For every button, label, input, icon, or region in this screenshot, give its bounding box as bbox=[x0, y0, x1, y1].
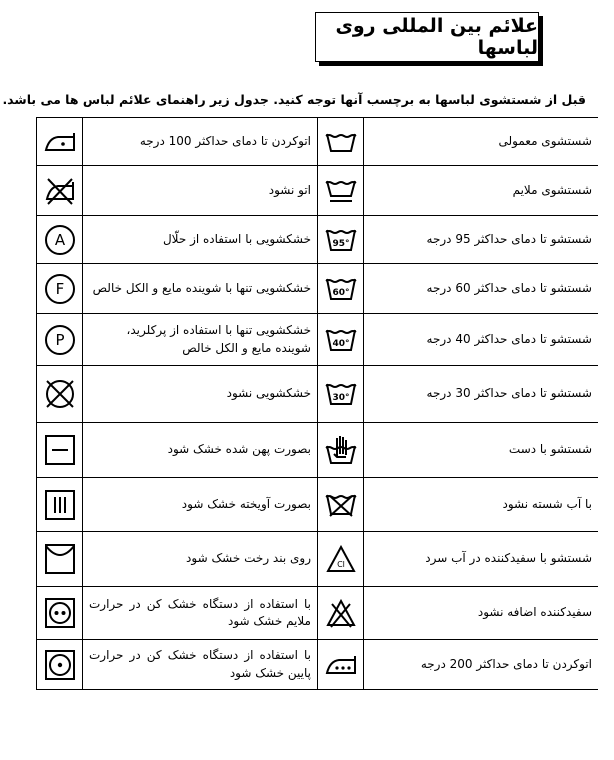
table-row bbox=[37, 314, 599, 366]
washtub-icon bbox=[318, 118, 364, 166]
table-cell: خشکشویی با استفاده از حلّال bbox=[83, 216, 318, 264]
drycleaning-a-icon bbox=[37, 216, 83, 264]
do-not-bleach-icon bbox=[318, 587, 364, 640]
hand-wash-icon bbox=[318, 423, 364, 478]
table-cell: اتوکردن تا دمای حداکثر 200 درجه bbox=[364, 640, 599, 690]
drycleaning-crossed-icon bbox=[37, 366, 83, 423]
table-cell: شستشوی ملایم bbox=[364, 166, 599, 216]
table-cell: با استفاده از دستگاه خشک کن در حرارت ملایم خشک شود bbox=[83, 587, 318, 640]
table-cell: خشکشویی نشود bbox=[83, 366, 318, 423]
table-cell: سفیدکننده اضافه نشود bbox=[364, 587, 599, 640]
table-row bbox=[37, 166, 599, 216]
washtub-95-icon bbox=[318, 216, 364, 264]
table-cell: روی بند رخت خشک شود bbox=[83, 532, 318, 587]
table-row bbox=[37, 532, 599, 587]
table-row bbox=[37, 640, 599, 690]
table-row bbox=[37, 366, 599, 423]
svg-text:F: F bbox=[55, 279, 64, 298]
table-row bbox=[37, 264, 599, 314]
intro-text: قبل از شستشوی لباسها به برچسب آنها توجه کنید. جدول زیر راهنمای علائم لباس ها می باشد. bbox=[2, 92, 586, 107]
care-symbols-table bbox=[36, 117, 598, 690]
page-title: علائم بین المللی روی لباسها bbox=[315, 12, 539, 62]
table-cell: شستشو با سفیدکننده در آب سرد bbox=[364, 532, 599, 587]
svg-text:60°: 60° bbox=[331, 287, 350, 298]
table-cell: شستشو تا دمای حداکثر 60 درجه bbox=[364, 264, 599, 314]
table-cell: شستشو تا دمای حداکثر 40 درجه bbox=[364, 314, 599, 366]
table-cell: اتو نشود bbox=[83, 166, 318, 216]
tumble-dry-low-icon bbox=[37, 640, 83, 690]
table-cell: شستشو تا دمای حداکثر 30 درجه bbox=[364, 366, 599, 423]
table-cell: اتوکردن تا دمای حداکثر 100 درجه bbox=[83, 118, 318, 166]
table-row bbox=[37, 423, 599, 478]
table-row bbox=[37, 587, 599, 640]
iron-crossed-icon bbox=[37, 166, 83, 216]
iron-one-dot-icon bbox=[37, 118, 83, 166]
washtub-40-icon bbox=[318, 314, 364, 366]
tumble-dry-normal-icon bbox=[37, 587, 83, 640]
svg-text:P: P bbox=[54, 330, 65, 349]
table-row bbox=[37, 478, 599, 532]
table-cell: خشکشویی تنها با استفاده از پرکلرید، شوینده مایع و الکل خالص bbox=[83, 314, 318, 366]
table-row bbox=[37, 118, 599, 166]
svg-text:Cl: Cl bbox=[336, 560, 345, 569]
svg-text:40°: 40° bbox=[331, 338, 350, 349]
table-cell: با آب شسته نشود bbox=[364, 478, 599, 532]
washtub-60-icon bbox=[318, 264, 364, 314]
table-cell: بصورت پهن شده خشک شود bbox=[83, 423, 318, 478]
line-dry-icon bbox=[37, 532, 83, 587]
do-not-wash-icon bbox=[318, 478, 364, 532]
table-cell: شستشو تا دمای حداکثر 95 درجه bbox=[364, 216, 599, 264]
table-cell: خشکشویی تنها با شوینده مایع و الکل خالص bbox=[83, 264, 318, 314]
washtub-gentle-icon bbox=[318, 166, 364, 216]
table-cell: با استفاده از دستگاه خشک کن در حرارت پایین خشک شود bbox=[83, 640, 318, 690]
table-cell: شستشو با دست bbox=[364, 423, 599, 478]
table-cell: شستشوی معمولی bbox=[364, 118, 599, 166]
table-row bbox=[37, 216, 599, 264]
svg-text:A: A bbox=[54, 230, 65, 249]
table-cell: بصورت آویخته خشک شود bbox=[83, 478, 318, 532]
drycleaning-p-icon bbox=[37, 314, 83, 366]
washtub-30-icon bbox=[318, 366, 364, 423]
iron-three-dots-icon bbox=[318, 640, 364, 690]
svg-text:30°: 30° bbox=[331, 393, 350, 403]
dry-flat-icon bbox=[37, 423, 83, 478]
drip-dry-icon bbox=[37, 478, 83, 532]
svg-text:95°: 95° bbox=[331, 238, 350, 249]
drycleaning-f-icon bbox=[37, 264, 83, 314]
bleach-cl-icon bbox=[318, 532, 364, 587]
